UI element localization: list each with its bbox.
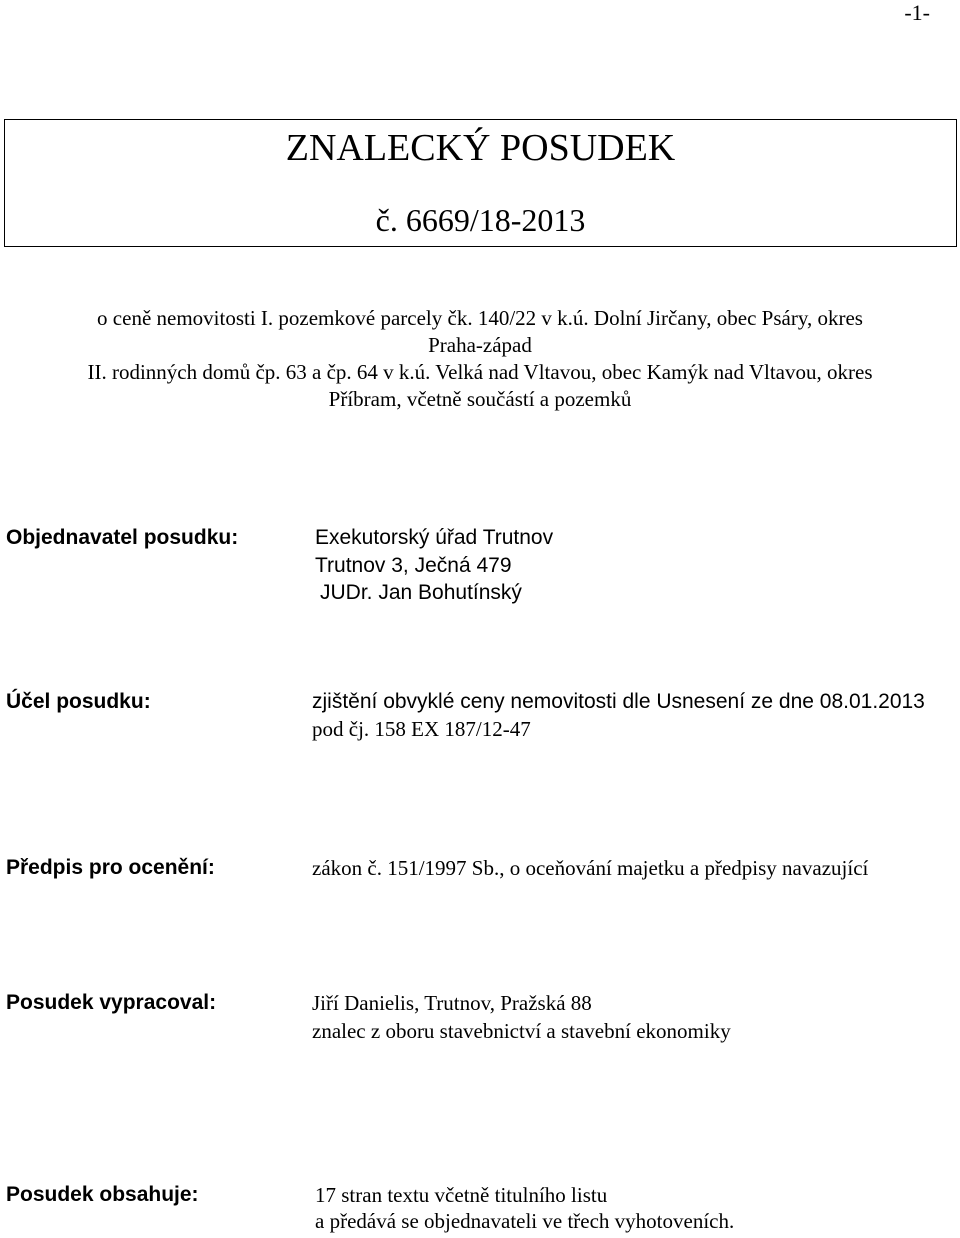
purpose-line-2: pod čj. 158 EX 187/12-47 (312, 717, 531, 741)
title-box (4, 119, 957, 247)
document-title: ZNALECKÝ POSUDEK (285, 127, 676, 169)
client-label: Objednavatel posudku: (6, 526, 239, 549)
subject-line-1: o ceně nemovitosti I. pozemkové parcely čk. 140/22 v k.ú. Dolní Jirčany, obec Psáry, okres (97, 306, 863, 330)
subject-line-3: II. rodinných domů čp. 63 a čp. 64 v k.ú. Velká nad Vltavou, obec Kamýk nad Vltavou, okres (87, 360, 873, 384)
contents-line-2: a předává se objednavateli ve třech vyhotoveních. (315, 1209, 735, 1233)
subject-line-2: Praha-západ (428, 333, 532, 357)
contents-label: Posudek obsahuje: (6, 1183, 199, 1206)
regulation-label: Předpis pro ocenění: (6, 856, 215, 879)
regulation-line-1: zákon č. 151/1997 Sb., o oceňování majetku a předpisy navazující (312, 856, 869, 880)
author-label: Posudek vypracoval: (6, 991, 217, 1014)
author-line-1: Jiří Danielis, Trutnov, Pražská 88 (312, 991, 592, 1015)
subject-line-4: Příbram, včetně součástí a pozemků (328, 387, 632, 411)
document-number: č. 6669/18-2013 (375, 202, 586, 238)
page-number: -1- (904, 0, 930, 25)
author-line-2: znalec z oboru stavebnictví a stavební ekonomiky (312, 1019, 731, 1043)
client-line-1: Exekutorský úřad Trutnov (315, 526, 554, 549)
client-line-2: Trutnov 3, Ječná 479 (315, 554, 512, 577)
purpose-label: Účel posudku: (6, 690, 151, 713)
purpose-line-1: zjištění obvyklé ceny nemovitosti dle Usnesení ze dne 08.01.2013 (312, 690, 925, 713)
client-line-3: JUDr. Jan Bohutínský (320, 581, 522, 604)
contents-line-1: 17 stran textu včetně titulního listu (315, 1183, 608, 1207)
